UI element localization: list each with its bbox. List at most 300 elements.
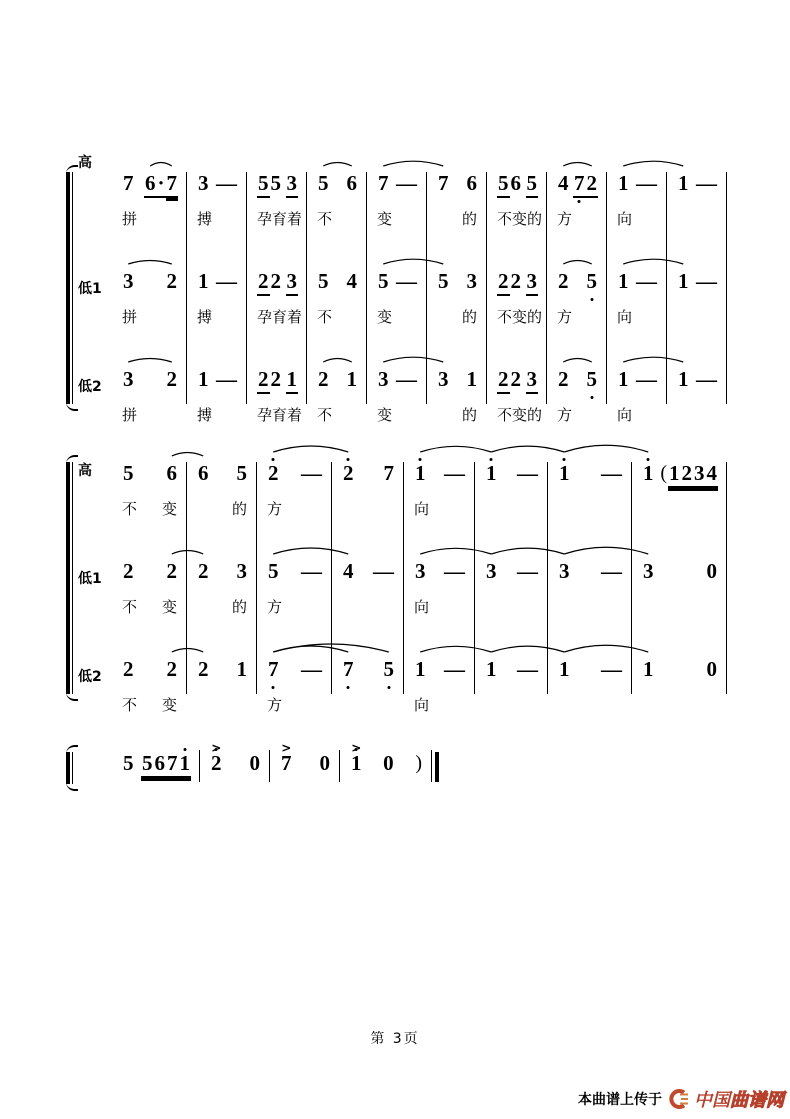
voice-gap	[607, 238, 667, 268]
site-name	[694, 1086, 784, 1112]
note: 4	[343, 559, 354, 583]
watermark-text: 本曲谱上传于	[578, 1092, 662, 1108]
note-row	[487, 366, 547, 404]
slur	[383, 161, 443, 166]
beat	[286, 366, 299, 394]
beat	[300, 656, 323, 682]
beat	[280, 750, 293, 776]
beat	[166, 268, 179, 294]
measure-grid	[112, 460, 727, 724]
parenthesis: )	[415, 752, 422, 774]
voice-gap	[112, 626, 187, 656]
note: —	[396, 367, 417, 391]
note-row	[487, 170, 547, 208]
note: 2	[586, 170, 599, 198]
note: 5	[270, 171, 281, 195]
beat	[466, 366, 479, 392]
note: 3	[236, 559, 247, 583]
beat	[317, 268, 330, 294]
beat	[197, 558, 210, 584]
note: 6	[346, 171, 357, 195]
beat	[342, 558, 355, 584]
beat	[166, 366, 179, 392]
note: 5	[526, 170, 539, 198]
note: —	[636, 171, 657, 195]
lyric-syllable: 变	[377, 308, 393, 326]
beat	[267, 460, 280, 486]
note-row	[632, 656, 727, 694]
measure	[332, 460, 404, 724]
note: 1	[668, 460, 681, 488]
note: —	[517, 559, 538, 583]
note: 7	[383, 461, 394, 485]
voice-label: 低2	[78, 379, 102, 395]
beat	[395, 170, 418, 196]
lyric-row	[548, 596, 632, 626]
beat	[695, 170, 718, 196]
voice-gap	[257, 528, 332, 558]
lyric-syllable: 孕育	[257, 406, 288, 424]
lyric-syllable: 的	[461, 308, 477, 326]
beat	[257, 170, 282, 198]
note: 2	[123, 657, 134, 681]
note: 2	[166, 269, 177, 293]
note: 5	[141, 750, 154, 778]
note: 2	[318, 367, 329, 391]
note-row	[247, 366, 307, 404]
beat	[557, 366, 570, 392]
note: 2	[257, 366, 270, 394]
beat	[257, 268, 282, 296]
voice-label: 高	[78, 463, 92, 479]
lyric-syllable: 的	[527, 210, 543, 228]
note-row	[332, 656, 404, 694]
beat	[695, 268, 718, 294]
beat	[317, 366, 330, 392]
note-row	[307, 366, 367, 404]
note-row	[307, 170, 367, 208]
note: 7	[343, 657, 354, 681]
beat	[215, 268, 238, 294]
note: 4	[706, 460, 719, 488]
beat	[122, 366, 135, 392]
note: —	[396, 171, 417, 195]
note-row	[607, 366, 667, 404]
note-row	[404, 460, 475, 498]
beat	[695, 366, 718, 392]
beat	[141, 750, 191, 778]
beat	[257, 366, 282, 394]
beat	[197, 366, 210, 392]
lyric-syllable: 的	[527, 308, 543, 326]
voice-gap	[427, 336, 487, 366]
note-row	[487, 268, 547, 306]
site-logo-icon	[667, 1088, 689, 1110]
voice-gap	[487, 238, 547, 268]
lyric-row	[547, 306, 607, 336]
note-row	[475, 656, 548, 694]
note-row	[427, 170, 487, 208]
note: —	[696, 367, 717, 391]
beat	[617, 170, 630, 196]
lyric-row	[632, 498, 727, 528]
note-row	[187, 170, 247, 208]
voice-gap	[548, 528, 632, 558]
slur	[172, 453, 204, 457]
lyric-syllable: 方	[557, 210, 573, 228]
lyric-syllable: 不	[122, 500, 138, 518]
note: —	[301, 657, 322, 681]
beat	[383, 656, 396, 682]
beat	[210, 750, 223, 776]
note: 5	[123, 751, 134, 775]
note: 2	[343, 461, 354, 485]
watermark	[578, 1086, 784, 1112]
lyric-syllable: 向	[617, 308, 633, 326]
beat	[485, 656, 498, 682]
note-row	[307, 268, 367, 306]
voice-gap	[257, 626, 332, 656]
note: —	[373, 559, 394, 583]
note-row	[667, 268, 727, 306]
measure	[307, 170, 367, 434]
measure	[200, 750, 270, 788]
beat	[414, 460, 427, 486]
measure	[112, 460, 187, 724]
note: 3	[438, 367, 449, 391]
note: 7	[166, 170, 179, 198]
note-row	[367, 366, 427, 404]
measure	[427, 170, 487, 434]
lyric-syllable: 孕育	[257, 308, 288, 326]
note-row	[475, 558, 548, 596]
note-row	[112, 170, 187, 208]
voice-gap	[475, 626, 548, 656]
beat	[197, 268, 210, 294]
note: 1	[415, 657, 426, 681]
note-row	[547, 366, 607, 404]
note-row	[607, 170, 667, 208]
beat	[395, 268, 418, 294]
lyric-row	[112, 694, 187, 724]
note: 3	[123, 269, 134, 293]
lyric-syllable: 搏	[197, 406, 213, 424]
beat	[319, 750, 332, 776]
beat	[215, 170, 238, 196]
lyric-row	[487, 208, 547, 238]
note: —	[301, 559, 322, 583]
beat	[382, 750, 395, 776]
note: 0	[319, 751, 330, 775]
lyric-row	[332, 596, 404, 626]
beat	[617, 268, 630, 294]
voice-gap	[667, 238, 727, 268]
beat	[573, 170, 598, 198]
beat	[414, 750, 423, 776]
lyric-row	[187, 694, 257, 724]
lyric-row	[487, 306, 547, 336]
lyric-row	[475, 596, 548, 626]
note: 1	[486, 657, 497, 681]
note: 2	[123, 559, 134, 583]
voice-gap	[247, 238, 307, 268]
beat	[642, 558, 655, 584]
note-row	[187, 268, 247, 306]
note: 0	[706, 559, 717, 583]
note: 3	[198, 171, 209, 195]
voice-gap	[632, 626, 727, 656]
beat	[706, 558, 719, 584]
slur	[420, 446, 491, 452]
lyric-syllable: 孕育	[257, 210, 288, 228]
lyric-row	[112, 404, 187, 434]
voice-gap	[247, 336, 307, 366]
note: 1	[678, 171, 689, 195]
lyric-row	[607, 404, 667, 434]
note-row	[112, 268, 187, 306]
beat	[706, 656, 719, 682]
beat	[236, 656, 249, 682]
site-name-bold: 中国	[694, 1090, 730, 1111]
note: 2	[166, 367, 177, 391]
note: 5	[438, 269, 449, 293]
beat	[466, 268, 479, 294]
note: 2	[268, 461, 279, 485]
slur	[563, 163, 592, 167]
lyric-syllable: 着	[287, 308, 303, 326]
bracket-hook-top	[66, 165, 78, 174]
beat	[342, 460, 355, 486]
note: 7	[268, 657, 279, 681]
beat	[414, 656, 427, 682]
note: 1 >	[350, 750, 363, 776]
note: 1	[559, 657, 570, 681]
lyric-syllable: 变	[161, 696, 177, 714]
measure	[270, 750, 340, 788]
measure	[548, 460, 632, 724]
voice-gap	[404, 528, 475, 558]
voice-gap	[187, 238, 247, 268]
note: 6	[166, 461, 177, 485]
measure	[257, 460, 332, 724]
lyric-row	[247, 208, 307, 238]
lyric-row	[187, 596, 257, 626]
beat	[346, 170, 359, 196]
note: 2	[166, 657, 177, 681]
lyric-row	[307, 208, 367, 238]
voice-label: 低1	[78, 571, 102, 587]
note: 3	[286, 268, 299, 296]
beat	[557, 170, 570, 196]
lyric-row	[475, 498, 548, 528]
note: 1	[643, 461, 654, 485]
lyric-row	[307, 306, 367, 336]
voice-label: 低2	[78, 669, 102, 685]
note: 2	[270, 269, 281, 293]
note: 1	[415, 461, 426, 485]
beat	[317, 170, 330, 196]
note: 7	[378, 171, 389, 195]
beat	[635, 268, 658, 294]
lyric-syllable: 搏	[197, 308, 213, 326]
beat	[236, 558, 249, 584]
note-row	[404, 558, 475, 596]
lyric-row	[307, 404, 367, 434]
beat	[197, 460, 210, 486]
beat	[617, 366, 630, 392]
lyric-row	[332, 694, 404, 724]
slur	[323, 163, 352, 167]
lyric-row	[187, 208, 247, 238]
note: 7	[123, 171, 134, 195]
lyric-syllable: 不	[317, 210, 333, 228]
beat	[414, 558, 427, 584]
lyric-syllable: 的	[461, 406, 477, 424]
note-row	[270, 750, 340, 788]
voice-gap	[332, 626, 404, 656]
voice-gap	[332, 528, 404, 558]
slur	[273, 446, 348, 452]
measure	[112, 170, 187, 434]
note: ·	[156, 170, 165, 198]
note: 1	[678, 269, 689, 293]
note: 7	[166, 750, 179, 778]
lyric-syllable: 的	[527, 406, 543, 424]
system-3	[66, 750, 432, 788]
lyric-row	[112, 596, 187, 626]
note: 5	[318, 171, 329, 195]
note-row	[112, 558, 187, 596]
measure	[632, 460, 727, 724]
beat	[443, 558, 466, 584]
note: 5	[378, 269, 389, 293]
beat	[197, 170, 210, 196]
lyric-syllable: 不变	[497, 308, 528, 326]
beat	[122, 170, 135, 196]
voice-label: 高	[78, 155, 92, 171]
lyric-syllable: 搏	[197, 210, 213, 228]
note: 5	[123, 461, 134, 485]
note: —	[444, 657, 465, 681]
note-row	[247, 268, 307, 306]
beat	[497, 366, 522, 394]
note: 7	[573, 170, 586, 198]
note-row	[247, 170, 307, 208]
page-number: 第 3页	[370, 1031, 420, 1047]
lyric-row	[367, 306, 427, 336]
note: 7 >	[280, 750, 293, 776]
note: —	[396, 269, 417, 293]
note: —	[517, 461, 538, 485]
beat	[558, 558, 571, 584]
beat	[346, 268, 359, 294]
beat	[267, 558, 280, 584]
system-bracket	[66, 462, 70, 694]
note: 7	[438, 171, 449, 195]
note: 3	[486, 559, 497, 583]
note: 1	[346, 367, 357, 391]
lyric-row	[404, 596, 475, 626]
voice-gap	[475, 528, 548, 558]
beat	[497, 170, 522, 198]
voice-gap	[404, 626, 475, 656]
note: 2	[166, 559, 177, 583]
lyric-row	[667, 306, 727, 336]
note-row	[257, 558, 332, 596]
note: 2	[198, 657, 209, 681]
system-bracket	[66, 752, 70, 784]
note: 2	[198, 559, 209, 583]
lyric-row	[112, 306, 187, 336]
lyric-syllable: 不变	[497, 210, 528, 228]
slur	[150, 163, 172, 167]
voice-gap	[667, 336, 727, 366]
note-row	[187, 460, 257, 498]
note-row	[257, 460, 332, 498]
slur	[491, 446, 564, 452]
note: 1	[486, 461, 497, 485]
lyric-row	[667, 404, 727, 434]
note-row	[427, 268, 487, 306]
lyric-syllable: 方	[557, 406, 573, 424]
beat	[677, 366, 690, 392]
note: 4	[558, 171, 569, 195]
note: 1	[643, 657, 654, 681]
note: 3	[643, 559, 654, 583]
note: 0	[706, 657, 717, 681]
note: 2	[510, 269, 521, 293]
beat	[377, 268, 390, 294]
measure	[487, 170, 547, 434]
measure	[187, 460, 257, 724]
lyric-syllable: 的	[461, 210, 477, 228]
note-row	[547, 268, 607, 306]
note: 3	[466, 269, 477, 293]
note: 6	[154, 750, 167, 778]
beat	[300, 558, 323, 584]
beat	[516, 558, 539, 584]
beat	[166, 558, 179, 584]
lyric-row	[632, 694, 727, 724]
lyric-row	[607, 208, 667, 238]
note-row	[367, 170, 427, 208]
note: 4	[346, 269, 357, 293]
note: —	[216, 269, 237, 293]
note-row	[667, 170, 727, 208]
measure	[340, 750, 432, 788]
note: —	[696, 269, 717, 293]
measure	[367, 170, 427, 434]
lyric-row	[367, 404, 427, 434]
note-row	[667, 366, 727, 404]
voice-gap	[307, 336, 367, 366]
slur	[564, 445, 648, 452]
lyric-syllable: 方	[267, 598, 283, 616]
lyric-row	[548, 694, 632, 724]
note-row	[187, 558, 257, 596]
note: 3	[123, 367, 134, 391]
note: 5	[383, 657, 394, 681]
lyric-row	[404, 498, 475, 528]
note: 3	[526, 366, 539, 394]
beat	[558, 460, 571, 486]
note: 0	[249, 751, 260, 775]
note: 1	[198, 269, 209, 293]
beat	[122, 558, 135, 584]
beat	[342, 656, 355, 682]
note: 2	[510, 367, 521, 391]
note: —	[636, 367, 657, 391]
